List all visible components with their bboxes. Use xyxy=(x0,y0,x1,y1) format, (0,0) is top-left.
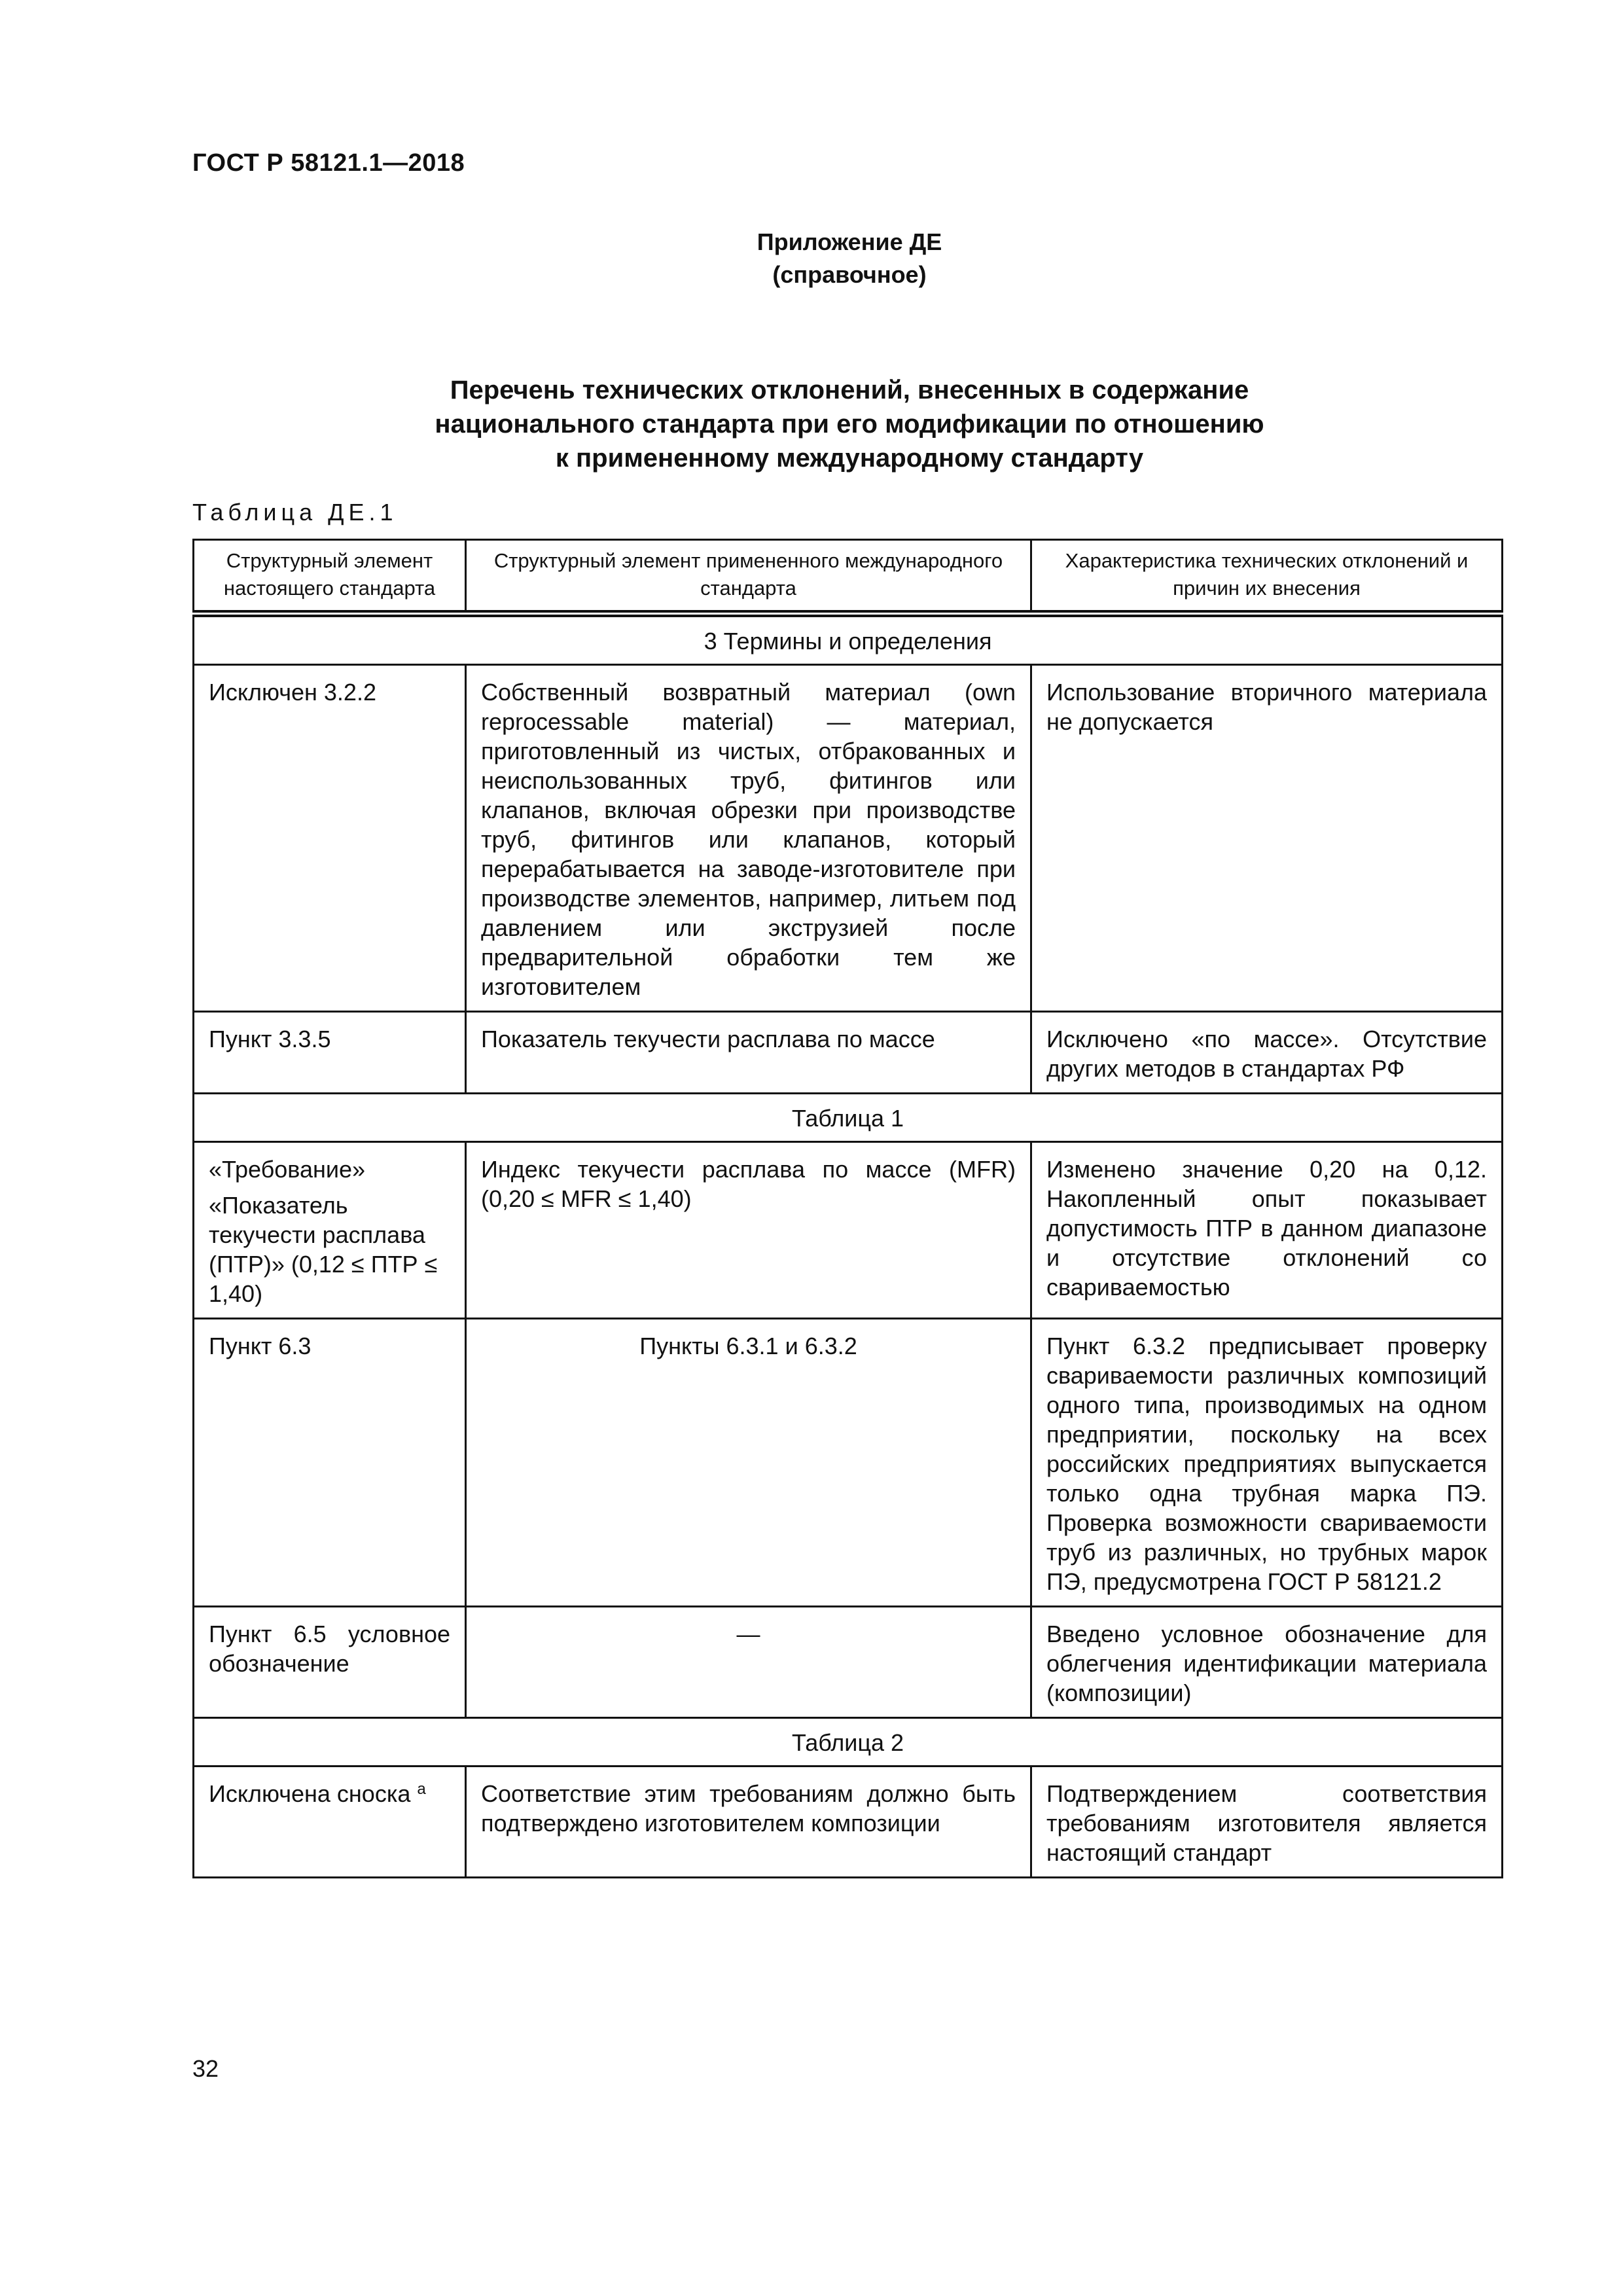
section-row xyxy=(194,1718,1503,1767)
table-row xyxy=(194,1607,1503,1718)
cell-deviation: Введено условное обозначение для облегчения идентификации материала (композиции) xyxy=(1031,1607,1503,1718)
section-title-table-2: Таблица 2 xyxy=(194,1718,1503,1767)
cell-international: Собственный возвратный материал (own reprocessable material) — материал, приготовленный из чистых, отбракованных и неиспользованных труб, фитингов или клапанов, включая обрезки при производстве труб, фитингов или клапанов, который перерабатывается на заводе-изготовителе при производстве элементов, например, литьем под давлением или экструзией после предварительной обработки тем же изготовителем xyxy=(466,665,1031,1012)
column-header-international: Структурный элемент примененного международного стандарта xyxy=(466,540,1031,614)
footnote-marker: а xyxy=(417,1780,426,1798)
deviations-table xyxy=(192,539,1503,1878)
cell-national-line-1: «Требование» xyxy=(209,1156,366,1183)
cell-deviation: Пункт 6.3.2 предписывает проверку свариваемости различных композиций одного типа, производимых на одном предприятии, поскольку на всех российских предприятиях выпускается только одна трубная марка ПЭ. Проверка возможности свариваемости труб из различных, но трубных марок ПЭ, предусмотрена ГОСТ Р 58121.2 xyxy=(1031,1319,1503,1607)
cell-international: Индекс текучести расплава по массе (MFR) (0,20 ≤ MFR ≤ 1,40) xyxy=(466,1142,1031,1319)
deviations-table-container xyxy=(192,539,1501,1878)
table-row xyxy=(194,1767,1503,1878)
table-row xyxy=(194,1012,1503,1094)
cell-deviation: Изменено значение 0,20 на 0,12. Накопленный опыт показывает допустимость ПТР в данном диапазоне и отсутствие отклонений со свариваемостью xyxy=(1031,1142,1503,1319)
document-heading xyxy=(0,373,1623,475)
appendix-title: Приложение ДЕ xyxy=(757,228,942,255)
document-code: ГОСТ Р 58121.1—2018 xyxy=(192,149,465,177)
cell-national: Пункт 3.3.5 xyxy=(194,1012,466,1094)
cell-deviation: Подтверждением соответствия требованиям изготовителя является настоящий стандарт xyxy=(1031,1767,1503,1878)
cell-national-line-2: «Показатель текучести расплава (ПТР)» (0,12 ≤ ПТР ≤ 1,40) xyxy=(209,1192,438,1307)
table-header-row xyxy=(194,540,1503,614)
cell-national: Пункт 6.5 условное обозначение xyxy=(194,1607,466,1718)
table-row xyxy=(194,1142,1503,1319)
column-header-deviation: Характеристика технических отклонений и причин их внесения xyxy=(1031,540,1503,614)
cell-deviation: Исключено «по массе». Отсутствие других методов в стандартах РФ xyxy=(1031,1012,1503,1094)
page-number: 32 xyxy=(192,2055,219,2082)
cell-international: Соответствие этим требованиям должно быть подтверждено изготовителем композиции xyxy=(466,1767,1031,1878)
section-row xyxy=(194,1094,1503,1142)
section-row xyxy=(194,614,1503,665)
cell-national-text: Исключена сноска xyxy=(209,1780,411,1807)
heading-line-2: национального стандарта при его модификации по отношению xyxy=(435,410,1264,439)
cell-national: Пункт 6.3 xyxy=(194,1319,466,1607)
cell-deviation: Использование вторичного материала не допускается xyxy=(1031,665,1503,1012)
table-row xyxy=(194,1319,1503,1607)
cell-international: — xyxy=(466,1607,1031,1718)
heading-line-1: Перечень технических отклонений, внесенных в содержание xyxy=(450,376,1249,404)
appendix-title-block xyxy=(0,226,1623,291)
heading-line-3: к примененному международному стандарту xyxy=(555,444,1144,473)
cell-international: Пункты 6.3.1 и 6.3.2 xyxy=(466,1319,1031,1607)
table-row xyxy=(194,665,1503,1012)
section-title-terms: 3 Термины и определения xyxy=(194,614,1503,665)
cell-national xyxy=(194,1142,466,1319)
cell-national: Исключен 3.2.2 xyxy=(194,665,466,1012)
table-caption: Таблица ДЕ.1 xyxy=(192,499,398,526)
cell-international: Показатель текучести расплава по массе xyxy=(466,1012,1031,1094)
column-header-national: Структурный элемент настоящего стандарта xyxy=(194,540,466,614)
appendix-subtitle: (справочное) xyxy=(772,261,927,288)
section-title-table-1: Таблица 1 xyxy=(194,1094,1503,1142)
cell-national xyxy=(194,1767,466,1878)
